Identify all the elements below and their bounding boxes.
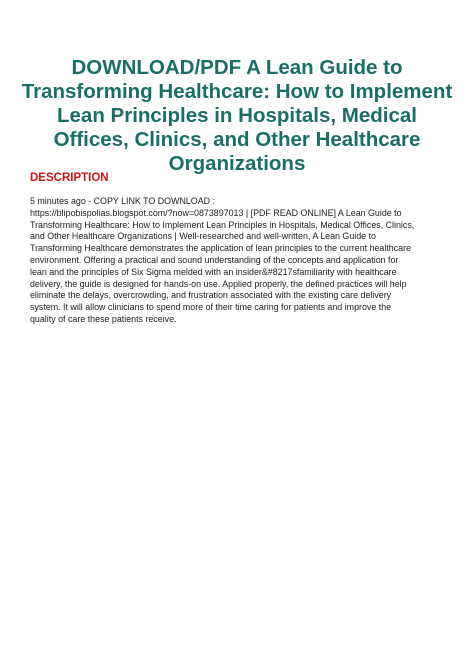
description-line: https://blipobispolias.blogspot.com/?now=0873897013 | [PDF READ ONLINE] A Lean Guide to	[30, 207, 402, 218]
description-line: delivery, the guide is designed for hands-on use. Applied properly, the defined practices will help	[30, 278, 407, 289]
document-title: DOWNLOAD/PDF A Lean Guide to Transforming Healthcare: How to Implement Lean Principles in Hospitals, Medical Offices, Clinics, and Other Healthcare Organizations	[21, 56, 453, 175]
description-heading: DESCRIPTION	[30, 172, 109, 184]
description-line: system. It will allow clinicians to spend more of their time caring for patients and improve the	[30, 302, 392, 313]
description-line: lean and the principles of Six Sigma melded with an insider&#8217sfamiliarity with healthcare	[30, 266, 397, 277]
description-line: and Other Healthcare Organizations | Well-researched and well-written, A Lean Guide to	[30, 231, 376, 242]
description-line: quality of care these patients receive.	[30, 313, 177, 324]
description-line: eliminate the delays, overcrowding, and frustration associated with the existing care delivery	[30, 290, 392, 301]
description-line: 5 minutes ago - COPY LINK TO DOWNLOAD :	[30, 196, 215, 206]
description-body	[30, 196, 448, 326]
description-line: Transforming Healthcare demonstrates the application of lean principles to the current healthcare	[30, 243, 412, 254]
description-line: environment. Offering a practical and sound understanding of the concepts and application for	[30, 254, 399, 265]
description-line: Transforming Healthcare: How to Implement Lean Principles in Hospitals, Medical Offices, Clinics,	[30, 219, 415, 230]
